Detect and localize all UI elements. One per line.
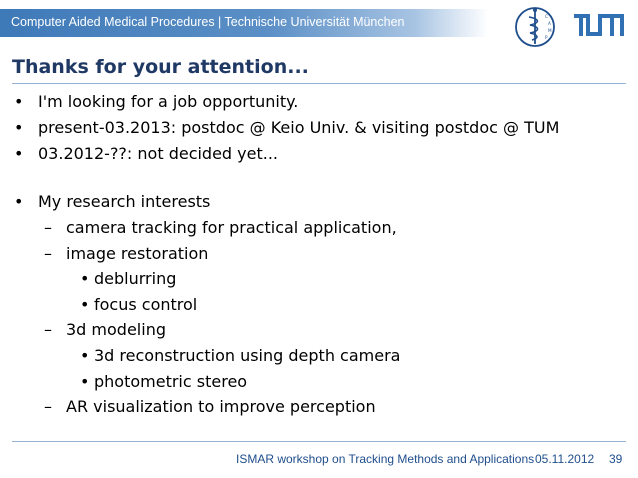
camp-logo-letter-m: M — [548, 28, 552, 33]
tum-logo — [574, 14, 624, 36]
camp-logo — [512, 4, 558, 50]
camp-logo-letter-p: P — [545, 35, 548, 40]
bullet-text: 3d modeling — [66, 320, 166, 339]
slide-title: Thanks for your attention... — [12, 56, 309, 78]
slide-header — [0, 0, 638, 46]
bullet-marker: • — [14, 144, 24, 163]
footer-event: ISMAR workshop on Tracking Methods and Applications — [236, 452, 535, 466]
bullet-text: 03.2012-??: not decided yet... — [38, 144, 279, 163]
bullet-marker: – — [44, 397, 52, 416]
bullet-marker: – — [44, 218, 52, 237]
bullet-text: AR visualization to improve perception — [66, 397, 376, 416]
page-number: 39 — [609, 452, 623, 466]
bullet-marker: • — [80, 346, 90, 365]
bullet-marker: – — [44, 320, 52, 339]
bullet-text: My research interests — [38, 192, 211, 211]
bullet-marker: • — [14, 118, 24, 137]
bullet-text: photometric stereo — [94, 372, 248, 391]
bullet-text: focus control — [94, 295, 198, 314]
bullet-text: camera tracking for practical application, — [66, 218, 397, 237]
bullet-marker: • — [80, 295, 90, 314]
bullet-text: image restoration — [66, 244, 209, 263]
bullet-text: I'm looking for a job opportunity. — [38, 92, 299, 111]
footer-divider — [12, 441, 626, 442]
footer-date: 05.11.2012 — [535, 452, 595, 466]
bullet-text: deblurring — [94, 269, 177, 288]
bullet-marker: • — [14, 192, 24, 211]
bullet-marker: • — [80, 269, 90, 288]
bullet-marker: • — [80, 372, 90, 391]
title-divider — [12, 83, 626, 84]
institute-name: Computer Aided Medical Procedures | Technische Universität München — [11, 15, 405, 29]
bullet-text: 3d reconstruction using depth camera — [94, 346, 401, 365]
bullet-text: present-03.2013: postdoc @ Keio Univ. & visiting postdoc @ TUM — [38, 118, 560, 137]
bullet-marker: • — [14, 92, 24, 111]
camp-logo-letter-a: A — [548, 21, 551, 26]
bullet-marker: – — [44, 244, 52, 263]
camp-logo-letter-c: C — [545, 14, 548, 19]
